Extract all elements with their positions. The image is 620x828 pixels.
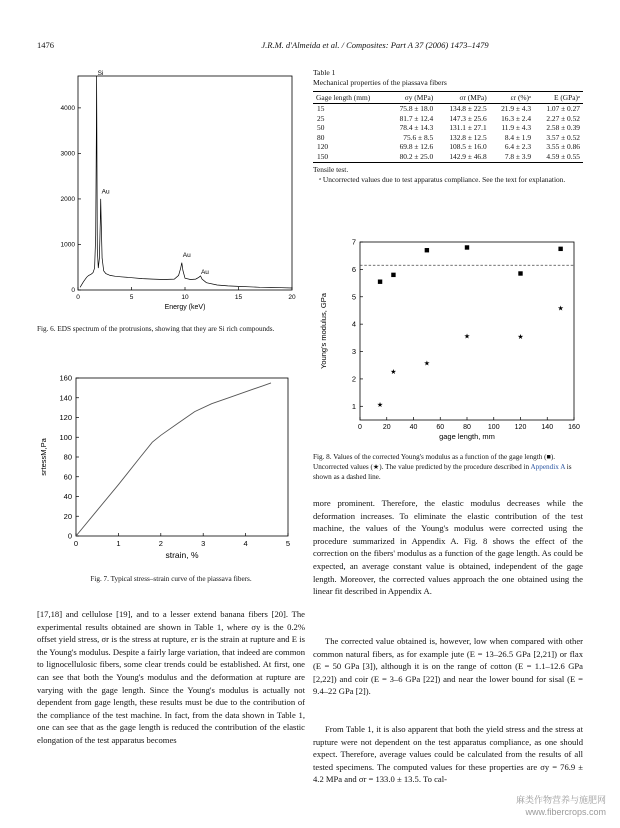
fig6-peak-label: Si bbox=[97, 70, 104, 77]
fig8-uncorrected-point: ★ bbox=[463, 333, 471, 341]
fig6-xtick-label: 10 bbox=[181, 294, 189, 301]
fig7-ylabel: srtessM,Pa bbox=[39, 438, 48, 476]
table-cell: 6.4 ± 2.3 bbox=[504, 142, 532, 152]
fig8-uncorrected-point: ★ bbox=[390, 369, 397, 377]
fig8-xtick-label: 60 bbox=[436, 424, 445, 431]
table-cell: 8.4 ± 1.9 bbox=[504, 132, 532, 142]
fig8-xtick-label: 160 bbox=[568, 424, 580, 431]
fig8-ytick-label: 3 bbox=[351, 347, 356, 357]
table-cell: 69.8 ± 12.6 bbox=[399, 142, 434, 152]
fig8-ytick-label: 2 bbox=[351, 374, 356, 384]
fig7-xtick-label: 3 bbox=[201, 539, 206, 548]
table-cell: 3.55 ± 0.86 bbox=[546, 142, 580, 152]
fig7-stress-strain bbox=[30, 372, 300, 572]
fig7-ytick-label: 40 bbox=[63, 492, 72, 501]
table-cell: 75.6 ± 8.5 bbox=[403, 132, 434, 142]
fig8-ytick-label: 1 bbox=[351, 401, 356, 411]
table-row bbox=[313, 142, 583, 152]
fig6-xlabel: Energy (keV) bbox=[164, 304, 206, 311]
fig7-caption: Fig. 7. Typical stress–strain curve of the piassava fibers. bbox=[90, 575, 252, 583]
table-cell: 120 bbox=[317, 142, 329, 152]
table-cell: 81.7 ± 12.4 bbox=[399, 113, 434, 123]
running-title: J.R.M. d'Almeida et al. / Composites: Part A 37 (2006) 1473–1479 bbox=[261, 40, 489, 50]
fig8-xtick-label: 80 bbox=[463, 424, 471, 431]
fig7-ytick-label: 20 bbox=[63, 511, 72, 521]
fig7-ytick-label: 80 bbox=[63, 452, 72, 462]
fig8-caption-end: is shown as a dashed line. bbox=[313, 463, 572, 481]
right-paragraph-3: From Table 1, it is also apparent that both the yield stress and the stress at rupture were not dependent on the test apparatus compliance, as one should expect. Therefore, average values could be calculated from the results of all tested specimens. The computed values for these properties are σy = 76.9 ± 4.2 MPa and σr = 133.0 ± 13.5. To cal- bbox=[313, 724, 583, 785]
table-cell: 80 bbox=[317, 132, 325, 142]
table-cell: 78.4 ± 14.3 bbox=[399, 123, 434, 133]
table-cell: 150 bbox=[317, 151, 329, 161]
table1-col-header: Gage length (mm) bbox=[316, 93, 371, 102]
table-cell: 15 bbox=[317, 104, 325, 113]
table-cell: 7.8 ± 3.9 bbox=[504, 151, 532, 161]
fig7-xtick-label: 4 bbox=[243, 539, 248, 548]
table-cell: 132.8 ± 12.5 bbox=[449, 132, 487, 142]
fig6-ytick-label: 0 bbox=[71, 287, 75, 294]
table-cell: 147.3 ± 25.6 bbox=[449, 113, 487, 123]
fig7-ytick-label: 60 bbox=[63, 472, 72, 482]
watermark-cn: 麻类作物营养与施肥网 bbox=[515, 795, 606, 805]
table-cell: 80.2 ± 25.0 bbox=[399, 151, 434, 161]
fig6-xtick-label: 15 bbox=[234, 294, 243, 301]
watermark bbox=[516, 794, 606, 818]
table-cell: 11.9 ± 4.3 bbox=[501, 123, 532, 133]
fig8-xtick-label: 0 bbox=[358, 424, 362, 431]
table1-subtitle: Mechanical properties of the piassava fibers bbox=[313, 78, 447, 87]
fig6-ytick-label: 4000 bbox=[60, 104, 75, 112]
left-column-text: [17,18] and cellulose [19], and to a lesser extend banana fibers [20]. The experimental results obtained are shown in Table 1, where σy is the 0.2% offset yield stress, σr is the stress at rupture, εr is the strain at rupture and E is the Young's modulus. Despite a fairly large variation, that indeed are common to lignocellulosic fibers, some clear trends could be established. At first, one can see that both the Young's modulus and the deformation at rupture are varying with the gage length. Since the Young's modulus is actually not dependent from gage length, these results must be due to the contribution of the compliance of the test machine. In fact, from the data shown in Table 1, one can see that as the gage length is reduced the contribution of the elastic elongation of the test apparatus becomes bbox=[37, 609, 305, 745]
table1-col-header: E (GPa)ᵃ bbox=[553, 93, 580, 102]
fig7-ytick-label: 140 bbox=[59, 393, 72, 403]
fig8-corrected-point bbox=[378, 280, 382, 284]
fig7-ytick-label: 120 bbox=[59, 413, 72, 422]
fig8-caption bbox=[313, 452, 583, 482]
fig8-xtick-label: 140 bbox=[541, 424, 554, 431]
fig7-ytick-label: 100 bbox=[59, 432, 72, 442]
fig8-ytick-label: 4 bbox=[351, 319, 356, 329]
fig8-xtick-label: 100 bbox=[487, 424, 500, 431]
right-paragraph-2: The corrected value obtained is, however, low when compared with other common natural fibers, as for example jute (E = 13–26.5 GPa [2,21]) or flax (E = 50 GPa [3]), although it is on the range of cotton (E = 1.1–12.6 GPa [2,22]) and coir (E = 3–6 GPa [22]) and near the lower bound for sisal (E = 9.4–22 GPa [2]). bbox=[313, 636, 583, 697]
fig8-uncorrected-point: ★ bbox=[423, 360, 431, 368]
table-cell: 21.9 ± 4.3 bbox=[501, 104, 532, 113]
table1-note-tensile: Tensile test. bbox=[313, 164, 349, 174]
fig6-ytick-label: 3000 bbox=[60, 150, 75, 158]
fig8-corrected-point bbox=[391, 273, 395, 277]
table-row bbox=[313, 152, 583, 162]
table-cell: 3.57 ± 0.52 bbox=[546, 132, 580, 142]
fig7-xlabel: strain, % bbox=[165, 550, 199, 560]
table-row bbox=[313, 104, 583, 114]
fig8-ytick-label: 6 bbox=[351, 264, 356, 274]
fig8-xtick-label: 120 bbox=[514, 424, 527, 431]
table-cell: 142.9 ± 46.8 bbox=[449, 151, 487, 161]
table1-note-uncorrected: ᵃ Uncorrected values due to test apparatus compliance. See the text for explanation. bbox=[319, 174, 566, 184]
fig7-xtick-label: 5 bbox=[285, 539, 291, 548]
fig8-uncorrected-point: ★ bbox=[557, 305, 564, 313]
table-cell: 75.8 ± 18.0 bbox=[399, 104, 434, 113]
fig6-xtick-label: 5 bbox=[129, 294, 134, 301]
fig8-youngs-modulus bbox=[312, 236, 584, 448]
table-cell: 4.59 ± 0.55 bbox=[546, 151, 580, 161]
fig8-ylabel: Young's modulus, GPa bbox=[319, 293, 328, 369]
fig7-ytick-label: 0 bbox=[67, 531, 72, 541]
fig6-eds-spectrum bbox=[30, 68, 300, 318]
table-cell: 131.1 ± 27.1 bbox=[449, 123, 487, 133]
fig8-corrected-point bbox=[518, 271, 522, 275]
table-row bbox=[313, 114, 583, 124]
table-cell: 50 bbox=[317, 123, 325, 133]
fig6-peak-label: Au bbox=[200, 268, 209, 276]
fig6-xtick-label: 20 bbox=[288, 294, 296, 301]
table1-title: Table 1 bbox=[313, 68, 336, 77]
table-cell: 1.07 ± 0.27 bbox=[546, 104, 580, 113]
fig8-caption-start: Fig. 8. Values of the corrected Young's modulus as a function of the gage length (■). Uncorrected values (★). The value predicted by the procedure described in bbox=[313, 453, 556, 471]
fig6-caption: Fig. 6. EDS spectrum of the protrusions, showing that they are Si rich compounds. bbox=[37, 325, 275, 333]
table-cell: 2.58 ± 0.39 bbox=[546, 123, 580, 133]
table-cell: 25 bbox=[317, 113, 325, 123]
fig8-ytick-label: 7 bbox=[351, 237, 356, 247]
table1-col-header: σy (MPa) bbox=[404, 93, 434, 102]
fig6-ytick-label: 1000 bbox=[60, 241, 75, 249]
fig8-uncorrected-point: ★ bbox=[517, 334, 524, 342]
fig7-xtick-label: 2 bbox=[158, 539, 163, 548]
fig6-peak-label: Au bbox=[182, 252, 191, 260]
fig8-ytick-label: 5 bbox=[351, 292, 356, 302]
fig8-xtick-label: 20 bbox=[382, 424, 391, 431]
fig7-xtick-label: 1 bbox=[116, 539, 121, 548]
table-cell: 2.27 ± 0.52 bbox=[546, 113, 580, 123]
fig6-ytick-label: 2000 bbox=[60, 195, 75, 203]
table-cell: 134.8 ± 22.5 bbox=[449, 104, 487, 113]
page-number: 1476 bbox=[37, 40, 54, 50]
fig8-corrected-point bbox=[465, 245, 469, 249]
table1 bbox=[313, 68, 583, 185]
fig8-appendix-link[interactable]: Appendix A bbox=[530, 463, 565, 471]
right-paragraph-1: more prominent. Therefore, the elastic modulus decreases while the deformation increases. To eliminate the elastic contribution of the test machine, the values of the Young's modulus were corrected using the procedure summarized in Appendix A. Fig. 8 shows the effect of the correction on the fibers' modulus as a function of the gage length. As could be expected, an average constant value is obtained, independent of the gage length. Moreover, the corrected values approach the one obtained using the linear fit described in Appendix A. bbox=[313, 498, 583, 597]
fig6-peak-label: Au bbox=[101, 188, 110, 196]
fig7-curve bbox=[76, 383, 271, 536]
fig7-xtick-label: 0 bbox=[73, 539, 79, 548]
fig8-uncorrected-point: ★ bbox=[376, 401, 384, 409]
fig8-frame bbox=[360, 242, 574, 420]
table-cell: 108.5 ± 16.0 bbox=[449, 142, 487, 152]
table1-col-header: σr (MPa) bbox=[459, 93, 487, 102]
fig7-frame bbox=[76, 378, 288, 536]
table-cell: 16.3 ± 2.4 bbox=[501, 113, 532, 123]
fig8-xtick-label: 40 bbox=[409, 424, 418, 431]
table1-col-header: εr (%)ᵃ bbox=[510, 93, 532, 102]
table-row bbox=[313, 133, 583, 143]
fig7-ytick-label: 160 bbox=[59, 373, 72, 383]
fig8-corrected-point bbox=[558, 247, 562, 251]
fig8-corrected-point bbox=[425, 248, 429, 252]
watermark-url: www.fibercrops.com bbox=[525, 807, 606, 817]
fig6-xtick-label: 0 bbox=[76, 294, 80, 301]
fig8-xlabel: gage length, mm bbox=[439, 432, 495, 441]
table-row bbox=[313, 123, 583, 133]
